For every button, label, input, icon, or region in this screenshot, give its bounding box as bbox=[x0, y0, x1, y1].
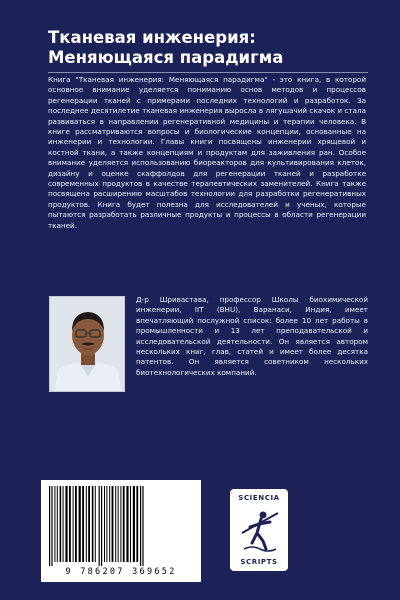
book-title: Тканевая инженерия: Меняющаяся парадигма bbox=[48, 28, 284, 67]
barcode-bars bbox=[41, 480, 201, 566]
isbn-digits: 9 786207 369652 bbox=[65, 567, 177, 577]
author-photo bbox=[49, 296, 125, 392]
author-portrait-image bbox=[50, 297, 125, 392]
author-bio: Д-р Шривастава, профессор Школы биохимической инженерии, IIT (BHU), Варанаси, Индия, имеет впечатляющий послужной список: более 10 лет работы в промышленности и 13 лет преподавательской и исследовательской деятельности. Он является автором нескольких книг, глав, статей и имеет более десятка патентов. Он является советником нескольких биотехнологических компаний. bbox=[136, 295, 368, 377]
title-divider bbox=[48, 72, 368, 73]
isbn-barcode bbox=[41, 480, 201, 582]
book-description: Книга "Тканевая инженерия: Меняющаяся парадигма" - это книга, в которой основное внимание уделяется пониманию основ методов и процессов регенерации тканей с примерами последних технологий и разработок. За последнее десятилетие тканевая инженерия выросла в лягушачий скачок и стала развиваться в направлении регенеративной медицины и терапии человека. В книге рассматриваются вопросы и биологические концепции, основанные на инженерии и технологии. Главы книги посвящены инженерии хрящевой и костной ткани, а также концепциям и продуктам для заживления ран. Особое внимание уделяется использованию биореакторов для культивирования клеток, дизайну и оценке скаффолдов для регенерации тканей и разработке современных продуктов в качестве терапевтических заменителей. Книга также посвящена расширению масштабов технологии для разработки регенеративных продуктов. Книга будет полезна для исследователей и ученых, которые пытаются разработать различные продукты и процессы в области регенерации тканей. bbox=[48, 75, 366, 230]
publisher-logo bbox=[230, 489, 288, 571]
publisher-name-top: SCIENCIA bbox=[238, 494, 280, 502]
publisher-name-bottom: SCRIPTS bbox=[240, 558, 278, 566]
